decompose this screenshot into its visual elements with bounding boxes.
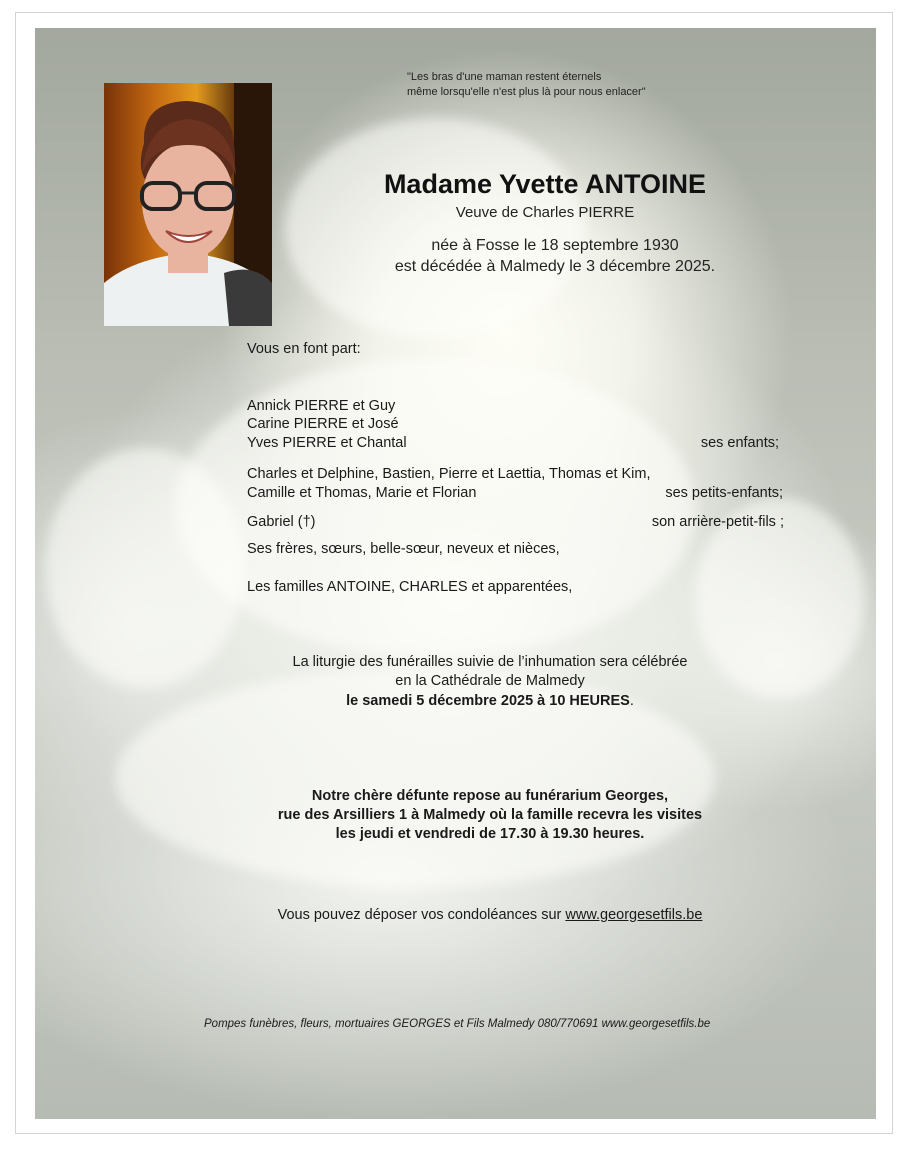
visitation-line-3: les jeudi et vendredi de 17.30 à 19.30 heures.: [335, 826, 645, 842]
child-3: Yves PIERRE et Chantal: [247, 435, 407, 451]
funeral-line-1: La liturgie des funérailles suivie de l’inhumation sera célébrée: [292, 654, 688, 670]
rose-petal: [45, 448, 245, 688]
rose-petal: [285, 118, 585, 338]
funeral-date-end: .: [629, 693, 634, 709]
grandchildren-line-2: Camille et Thomas, Marie et Florian: [247, 485, 477, 501]
children-label: ses enfants;: [700, 435, 779, 451]
visitation-line-2: rue des Arsilliers 1 à Malmedy où la famille recevra les visites: [277, 807, 703, 823]
siblings-line: Ses frères, sœurs, belle-sœur, neveux et nièces,: [247, 541, 560, 557]
widow-of: Veuve de Charles PIERRE: [455, 204, 635, 221]
great-grandchild-label: son arrière-petit-fils ;: [651, 514, 784, 530]
great-grandchild: Gabriel (†): [247, 514, 316, 530]
portrait-photo: [104, 83, 272, 326]
funeral-line-2: en la Cathédrale de Malmedy: [395, 673, 585, 689]
funeral-home-footer: Pompes funèbres, fleurs, mortuaires GEORGES et Fils Malmedy 080/770691 www.georgesetfils.be: [204, 1018, 711, 1030]
condolences-link[interactable]: www.georgesetfils.be: [565, 907, 703, 923]
child-1: Annick PIERRE et Guy: [247, 398, 396, 414]
death-line: est décédée à Malmedy le 3 décembre 2025.: [394, 258, 716, 275]
quote-line-1: "Les bras d'une maman restent éternels: [407, 71, 602, 83]
portrait-illustration: [104, 83, 272, 326]
birth-line: née à Fosse le 18 septembre 1930: [431, 237, 679, 254]
epigraph-quote: [407, 70, 747, 100]
families-line: Les familles ANTOINE, CHARLES et apparentées,: [247, 579, 573, 595]
obituary-card: [35, 28, 876, 1119]
quote-line-2: même lorsqu'elle n'est plus là pour nous enlacer": [407, 86, 646, 98]
condolences-line: [190, 906, 790, 925]
condolences-text: Vous pouvez déposer vos condoléances sur: [277, 907, 566, 923]
announcement-intro: Vous en font part:: [247, 341, 361, 357]
deceased-name: Madame Yvette ANTOINE: [383, 169, 707, 199]
visitation-line-1: Notre chère défunte repose au funérarium Georges,: [311, 788, 669, 804]
funeral-date: [215, 692, 765, 711]
grandchildren-line-1: Charles et Delphine, Bastien, Pierre et Laettia, Thomas et Kim,: [247, 466, 651, 482]
funeral-date-bold: le samedi 5 décembre 2025 à 10 HEURES: [346, 693, 630, 709]
child-2: Carine PIERRE et José: [247, 416, 399, 432]
grandchildren-label: ses petits-enfants;: [665, 485, 783, 501]
birth-death-info: [335, 235, 775, 277]
